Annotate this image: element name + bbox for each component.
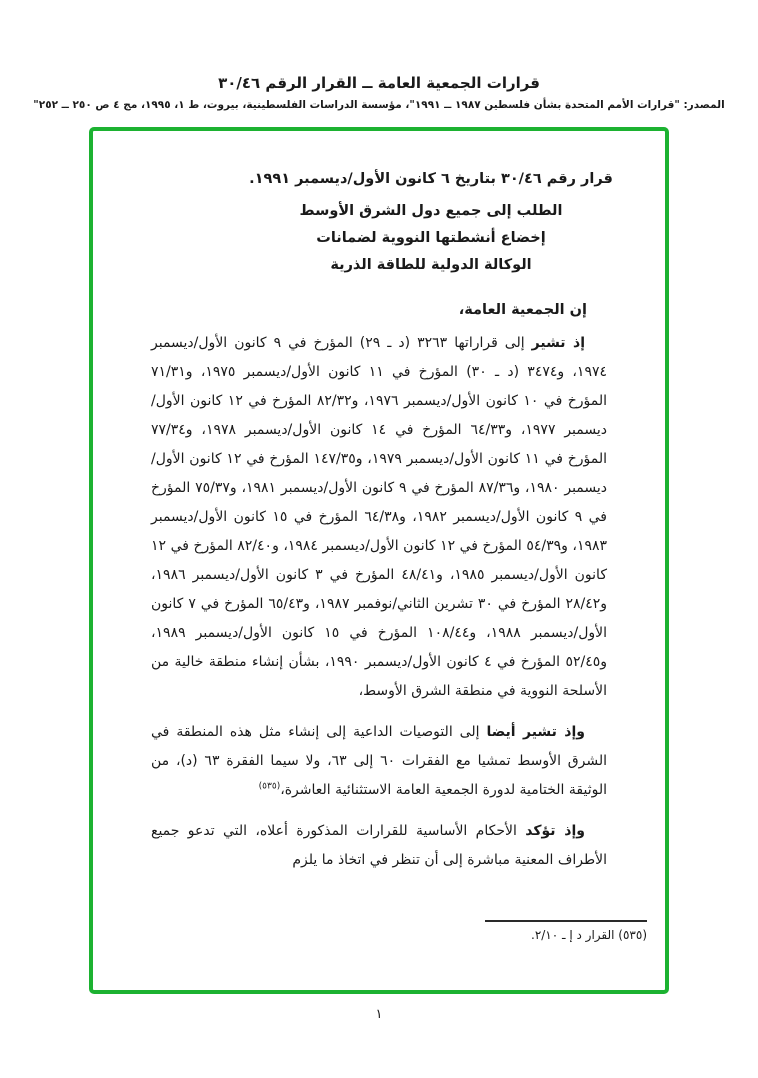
paragraph-lead: وإذ تؤكد bbox=[525, 823, 585, 839]
paragraph-lead: إذ تشير bbox=[531, 335, 585, 351]
resolution-subtitle-line: الوكالة الدولية للطاقة الذرية bbox=[330, 257, 532, 273]
preamble-paragraph bbox=[151, 718, 607, 805]
footnote-separator bbox=[485, 920, 647, 922]
document-frame bbox=[89, 127, 669, 994]
source-line: المصدر: "قرارات الأمم المتحدة بشأن فلسطين ١٩٨٧ ــ ١٩٩١"، مؤسسة الدراسات الفلسطينية، بيروت، ط ١، ١٩٩٥، مج ٤ ص ٢٥٠ ــ ٢٥٢" bbox=[33, 99, 725, 111]
preamble-paragraph bbox=[151, 329, 607, 706]
footnote-block bbox=[151, 920, 647, 990]
resolution-subtitle-line: إخضاع أنشطتها النووية لضمانات bbox=[316, 230, 546, 246]
page-number: ١ bbox=[375, 1007, 383, 1022]
footnote-text: (٥٣٥) القرار د إ ـ ٢/١٠. bbox=[530, 928, 647, 942]
resolution-heading bbox=[203, 171, 659, 279]
paragraph-lead: وإذ تشير أيضا bbox=[486, 724, 585, 740]
resolution-number-line: قرار رقم ٣٠/٤٦ بتاريخ ٦ كانون الأول/ديسمبر ١٩٩١. bbox=[249, 171, 613, 187]
resolution-subtitle-line: الطلب إلى جميع دول الشرق الأوسط bbox=[299, 203, 563, 219]
paragraph-text: إلى قراراتها ٣٢٦٣ (د ـ ٢٩) المؤرخ في ٩ كانون الأول/ديسمبر ١٩٧٤، و٣٤٧٤ (د ـ ٣٠) المؤرخ في ١١ كانون الأول/ديسمبر ١٩٧٥، و٧١/٣١ المؤرخ في ١٠ كانون الأول/ديسمبر ١٩٧٦، و٨٢/٣٢ المؤرخ في ١٢ كانون الأول/ديسمبر ١٩٧٧، و٦٤/٣٣ المؤرخ في ١٤ كانون الأول/ديسمبر ١٩٧٨، و٧٧/٣٤ المؤرخ في ١١ كانون الأول/ديسمبر ١٩٧٩، و١٤٧/٣٥ المؤرخ في ١٢ كانون الأول/ديسمبر ١٩٨٠، و٨٧/٣٦ المؤرخ في ٩ كانون الأول/ديسمبر ١٩٨١، و٧٥/٣٧ المؤرخ في ٩ كانون الأول/ديسمبر ١٩٨٢، و٦٤/٣٨ المؤرخ في ١٥ كانون الأول/ديسمبر ١٩٨٣، و٥٤/٣٩ المؤرخ في ١٢ كانون الأول/ديسمبر ١٩٨٤، و٨٢/٤٠ المؤرخ في ١٢ كانون الأول/ديسمبر ١٩٨٥، و٤٨/٤١ المؤرخ في ٣ كانون الأول/ديسمبر ١٩٨٦، و٢٨/٤٢ المؤرخ في ٣٠ تشرين الثاني/نوفمبر ١٩٨٧، و٦٥/٤٣ المؤرخ في ٧ كانون الأول/ديسمبر ١٩٨٨، و١٠٨/٤٤ المؤرخ في ١٥ كانون الأول/ديسمبر ١٩٨٩، و٥٢/٤٥ المؤرخ في ٤ كانون الأول/ديسمبر ١٩٩٠، بشأن إنشاء منطقة خالية من الأسلحة النووية في منطقة الشرق الأوسط، bbox=[151, 335, 608, 699]
paragraph-text: إلى التوصيات الداعية إلى إنشاء مثل هذه المنطقة في الشرق الأوسط تمشيا مع الفقرات ٦٠ إلى ٦٣، ولا سيما الفقرة ٦٣ (د)، من الوثيقة الختامية لدورة الجمعية العامة الاستثنائية العاشرة، bbox=[151, 724, 608, 798]
preamble-paragraph bbox=[151, 817, 607, 875]
opening-line: إن الجمعية العامة، bbox=[458, 302, 587, 318]
footnote-marker: (٥٣٥) bbox=[258, 781, 281, 792]
paragraph-text: الأحكام الأساسية للقرارات المذكورة أعلاه، التي تدعو جميع الأطراف المعنية مباشرة إلى أن تنظر في اتخاذ ما يلزم bbox=[151, 823, 607, 868]
page-title: قرارات الجمعية العامة ــ القرار الرقم ٣٠/٤٦ bbox=[218, 74, 540, 92]
